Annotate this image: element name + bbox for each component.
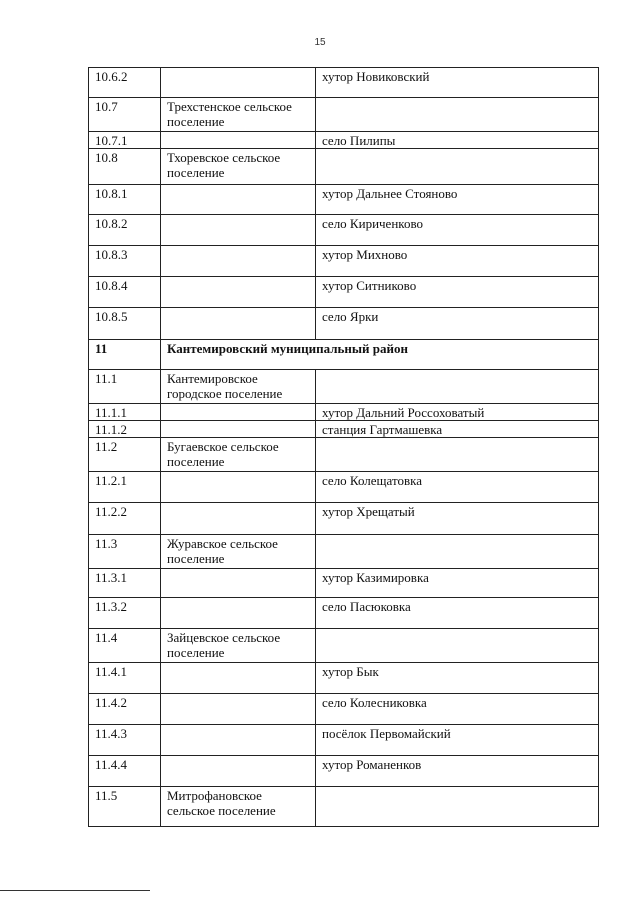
locality-cell	[316, 149, 599, 185]
locality-cell: хутор Романенков	[316, 756, 599, 787]
locality-cell	[316, 438, 599, 472]
code-cell: 11	[89, 340, 161, 370]
code-cell: 11.4	[89, 629, 161, 663]
settlement-cell	[161, 663, 316, 694]
locality-cell	[316, 629, 599, 663]
table-row	[89, 370, 599, 404]
locality-cell: село Пасюковка	[316, 598, 599, 629]
code-cell: 10.8.4	[89, 277, 161, 308]
locality-cell	[316, 787, 599, 827]
settlement-cell	[161, 421, 316, 438]
locality-cell: посёлок Первомайский	[316, 725, 599, 756]
settlement-cell: Журавское сельское поселение	[161, 535, 316, 569]
code-cell: 11.2.2	[89, 503, 161, 535]
locality-cell	[316, 535, 599, 569]
table-row	[89, 438, 599, 472]
table-row	[89, 535, 599, 569]
table-row	[89, 756, 599, 787]
settlement-cell: Митрофановское сельское поселение	[161, 787, 316, 827]
table-row	[89, 98, 599, 132]
code-cell: 10.8.3	[89, 246, 161, 277]
settlements-table-body	[89, 68, 599, 827]
locality-cell	[316, 370, 599, 404]
locality-cell: село Пилипы	[316, 132, 599, 149]
district-name-cell: Кантемировский муниципальный район	[161, 340, 599, 370]
locality-cell: хутор Хрещатый	[316, 503, 599, 535]
locality-cell	[316, 98, 599, 132]
table-row	[89, 694, 599, 725]
locality-cell: станция Гартмашевка	[316, 421, 599, 438]
locality-cell: село Кириченково	[316, 215, 599, 246]
page-number: 15	[314, 37, 326, 48]
table-row	[89, 472, 599, 503]
code-cell: 10.7.1	[89, 132, 161, 149]
table-row	[89, 787, 599, 827]
locality-cell: хутор Михново	[316, 246, 599, 277]
code-cell: 11.1.2	[89, 421, 161, 438]
locality-cell: село Ярки	[316, 308, 599, 340]
locality-cell: хутор Дальний Россоховатый	[316, 404, 599, 421]
settlement-cell	[161, 246, 316, 277]
code-cell: 11.4.1	[89, 663, 161, 694]
table-row	[89, 308, 599, 340]
settlement-cell: Зайцевское сельское поселение	[161, 629, 316, 663]
table-row	[89, 404, 599, 421]
code-cell: 10.8.1	[89, 185, 161, 215]
table-row	[89, 68, 599, 98]
locality-cell: хутор Дальнее Стояново	[316, 185, 599, 215]
settlement-cell	[161, 472, 316, 503]
code-cell: 11.4.3	[89, 725, 161, 756]
table-row	[89, 629, 599, 663]
settlement-cell	[161, 308, 316, 340]
settlement-cell: Кантемировское городское поселение	[161, 370, 316, 404]
settlement-cell	[161, 277, 316, 308]
table-row	[89, 725, 599, 756]
code-cell: 10.8	[89, 149, 161, 185]
locality-cell: хутор Ситниково	[316, 277, 599, 308]
settlement-cell: Трехстенское сельское поселение	[161, 98, 316, 132]
settlement-cell	[161, 185, 316, 215]
settlement-cell	[161, 694, 316, 725]
settlement-cell	[161, 598, 316, 629]
table-row-district	[89, 340, 599, 370]
code-cell: 11.4.2	[89, 694, 161, 725]
table-row	[89, 185, 599, 215]
code-cell: 11.1	[89, 370, 161, 404]
code-cell: 11.5	[89, 787, 161, 827]
settlement-cell	[161, 68, 316, 98]
code-cell: 10.6.2	[89, 68, 161, 98]
code-cell: 10.7	[89, 98, 161, 132]
code-cell: 11.3.2	[89, 598, 161, 629]
footer-rule	[0, 890, 150, 891]
locality-cell: хутор Казимировка	[316, 569, 599, 598]
table-row	[89, 132, 599, 149]
code-cell: 11.4.4	[89, 756, 161, 787]
code-cell: 11.3	[89, 535, 161, 569]
table-row	[89, 149, 599, 185]
table-row	[89, 663, 599, 694]
table-row	[89, 569, 599, 598]
settlement-cell	[161, 569, 316, 598]
settlement-cell	[161, 756, 316, 787]
settlement-cell: Тхоревское сельское поселение	[161, 149, 316, 185]
settlements-table	[88, 67, 599, 827]
code-cell: 11.3.1	[89, 569, 161, 598]
locality-cell: село Колещатовка	[316, 472, 599, 503]
settlement-cell: Бугаевское сельское поселение	[161, 438, 316, 472]
code-cell: 11.2	[89, 438, 161, 472]
settlement-cell	[161, 215, 316, 246]
locality-cell: хутор Бык	[316, 663, 599, 694]
table-row	[89, 215, 599, 246]
code-cell: 11.1.1	[89, 404, 161, 421]
settlement-cell	[161, 404, 316, 421]
table-row	[89, 503, 599, 535]
table-row	[89, 421, 599, 438]
locality-cell: село Колесниковка	[316, 694, 599, 725]
code-cell: 10.8.2	[89, 215, 161, 246]
locality-cell: хутор Новиковский	[316, 68, 599, 98]
table-row	[89, 246, 599, 277]
settlement-cell	[161, 725, 316, 756]
settlement-cell	[161, 132, 316, 149]
table-row	[89, 277, 599, 308]
table-row	[89, 598, 599, 629]
code-cell: 11.2.1	[89, 472, 161, 503]
code-cell: 10.8.5	[89, 308, 161, 340]
settlement-cell	[161, 503, 316, 535]
